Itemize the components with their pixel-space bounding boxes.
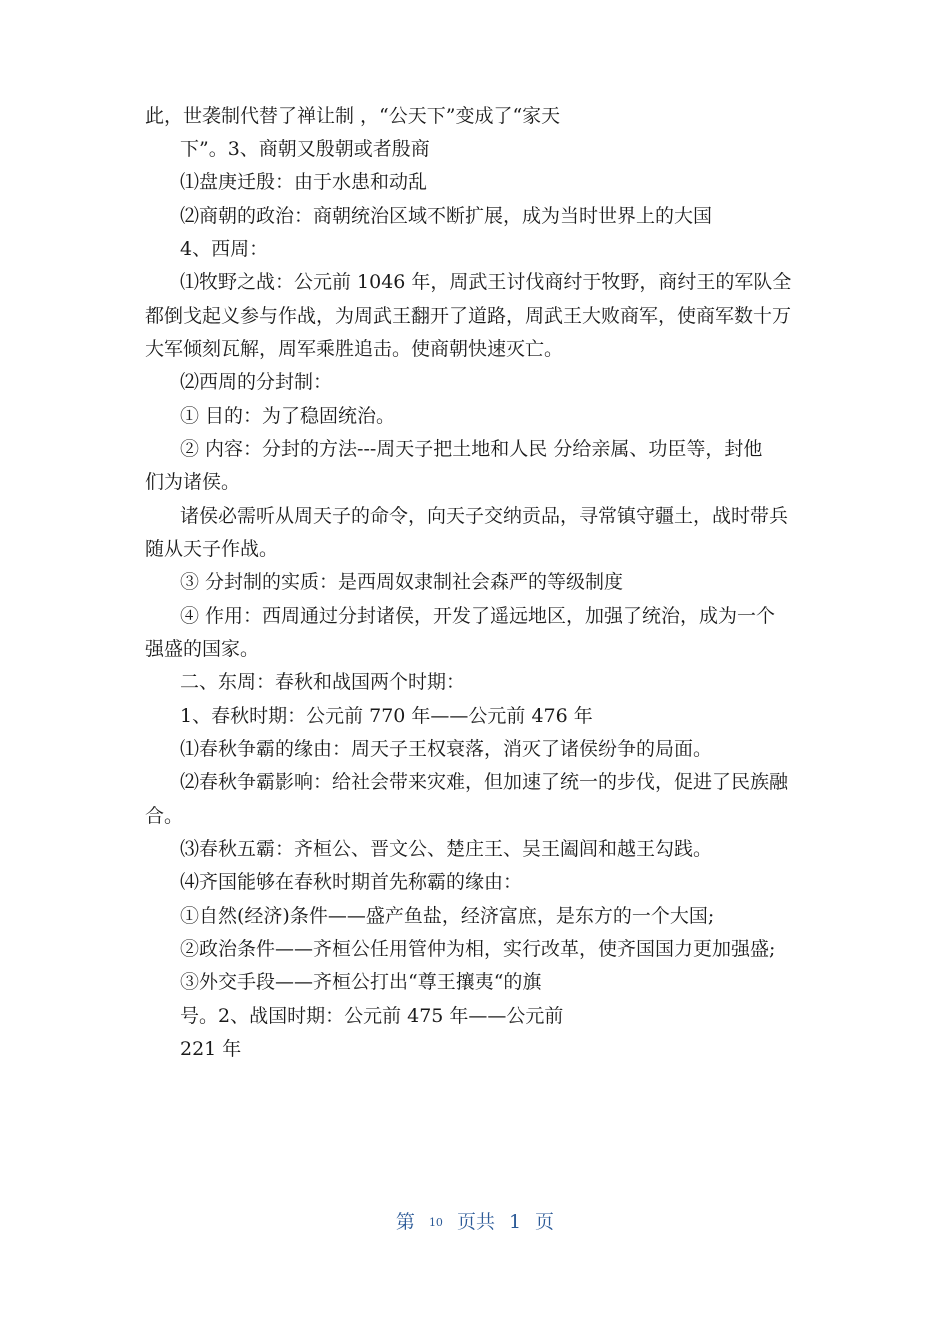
text-line-8: 大军倾刻瓦解，周军乘胜追击。使商朝快速灭亡。: [145, 338, 564, 360]
text-line-12: 们为诸侯。: [145, 471, 241, 493]
text-line-1: 此，世袭制代替了禅让制 ，“公天下”变成了“家天: [145, 105, 561, 127]
text-line-28: 号。2、战国时期：公元前 475 年——公元前: [180, 1005, 564, 1027]
footer-middle: 页共: [456, 1211, 495, 1233]
text-line-21: ⑵春秋争霸影响：给社会带来灾难，但加速了统一的步伐，促进了民族融: [180, 771, 789, 793]
text-line-14: 随从天子作战。: [145, 538, 279, 560]
text-line-11: ② 内容：分封的方法---周天子把土地和人民 分给亲属、功臣等，封他: [180, 438, 763, 460]
text-line-19: 1、春秋时期：公元前 770 年——公元前 476 年: [180, 705, 593, 727]
text-line-18: 二、东周：春秋和战国两个时期：: [180, 671, 466, 693]
footer-page-number: 10: [428, 1216, 443, 1229]
text-line-23: ⑶春秋五霸：齐桓公、晋文公、楚庄王、吴王阖闾和越王勾践。: [180, 838, 713, 860]
text-line-20: ⑴春秋争霸的缘由：周天子王权衰落，消灭了诸侯纷争的局面。: [180, 738, 713, 760]
text-line-4: ⑵商朝的政治：商朝统治区域不断扩展，成为当时世界上的大国: [180, 205, 713, 227]
text-line-17: 强盛的国家。: [145, 638, 260, 660]
text-line-13: 诸侯必需听从周天子的命令，向天子交纳贡品，寻常镇守疆土，战时带兵: [180, 505, 789, 527]
footer-prefix: 第: [395, 1211, 415, 1233]
text-line-29: 221 年: [180, 1038, 242, 1060]
text-line-6: ⑴牧野之战：公元前 1046 年，周武王讨伐商纣于牧野，商纣王的军队全: [180, 271, 792, 293]
page-footer: [0, 1211, 950, 1234]
text-line-9: ⑵西周的分封制：: [180, 371, 333, 393]
text-line-22: 合。: [145, 805, 184, 827]
text-line-7: 都倒戈起义参与作战，为周武王翻开了道路，周武王大败商军，使商军数十万: [145, 305, 792, 327]
text-line-25: ①自然(经济)条件——盛产鱼盐，经济富庶，是东方的一个大国;: [180, 905, 715, 927]
text-line-2: 下”。3、商朝又殷朝或者殷商: [180, 138, 430, 160]
footer-suffix: 页: [535, 1211, 555, 1233]
text-line-24: ⑷齐国能够在春秋时期首先称霸的缘由：: [180, 871, 523, 893]
text-line-26: ②政治条件——齐桓公任用管仲为相，实行改革，使齐国国力更加强盛;: [180, 938, 776, 960]
footer-total: 1: [508, 1211, 522, 1233]
text-line-27: ③外交手段——齐桓公打出“尊王攘夷“的旗: [180, 971, 542, 993]
text-line-10: ① 目的：为了稳固统治。: [180, 405, 396, 427]
text-line-5: 4、西周：: [180, 238, 269, 260]
text-line-16: ④ 作用：西周通过分封诸侯，开发了遥远地区，加强了统治，成为一个: [180, 605, 776, 627]
text-line-15: ③ 分封制的实质：是西周奴隶制社会森严的等级制度: [180, 571, 624, 593]
text-line-3: ⑴盘庚迁殷：由于水患和动乱: [180, 171, 428, 193]
